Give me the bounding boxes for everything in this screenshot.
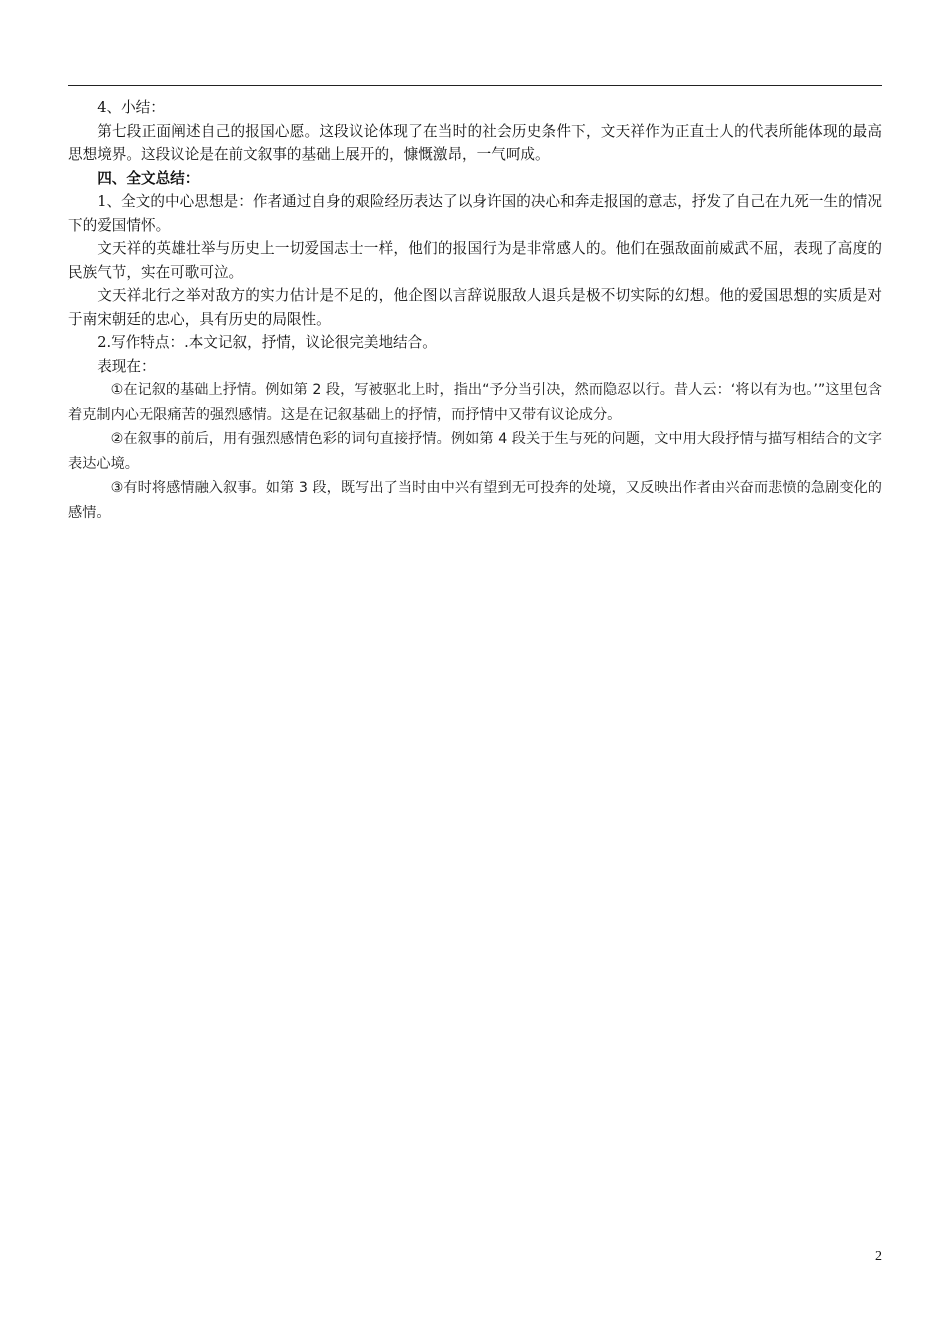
document-body [68,96,882,525]
header-rule [68,85,882,86]
heroism-paragraph: 文天祥的英雄壮举与历史上一切爱国志士一样，他们的报国行为是非常感人的。他们在强敌面前威武不屈，表现了高度的民族气节，实在可歌可泣。 [68,240,882,281]
summary-paragraph: 第七段正面阐述自己的报国心愿。这段议论体现了在当时的社会历史条件下，文天祥作为正直士人的代表所能体现的最高思想境界。这段议论是在前文叙事的基础上展开的，慷慨激昂，一气呵成。 [68,122,882,163]
writing-features-paragraph: 2.写作特点：.本文记叙，抒情，议论很完美地结合。 [97,334,437,351]
feature-item-3: ③有时将感情融入叙事。如第 3 段，既写出了当时由中兴有望到无可投奔的处境，又反映出作者由兴奋而悲愤的急剧变化的感情。 [68,480,882,521]
central-idea-paragraph: 1、全文的中心思想是：作者通过自身的艰险经历表达了以身许国的决心和奔走报国的意志，抒发了自己在九死一生的情况下的爱国情怀。 [68,193,882,234]
section-overall-heading: 四、全文总结： [97,169,200,187]
feature-item-1: ①在记叙的基础上抒情。例如第 2 段，写被驱北上时，指出“予分当引决，然而隐忍以行。昔人云：‘将以有为也。’”这里包含着克制内心无限痛苦的强烈感情。这是在记叙基础上的抒情，而抒情中又带有议论成分。 [68,382,882,423]
feature-item-2: ②在叙事的前后，用有强烈感情色彩的词句直接抒情。例如第 4 段关于生与死的问题，文中用大段抒情与描写相结合的文字表达心境。 [68,431,882,472]
section-summary-heading: 4、小结： [97,99,165,116]
manifestation-label: 表现在： [97,357,156,375]
page-number: 2 [875,1249,882,1264]
limitation-paragraph: 文天祥北行之举对敌方的实力估计是不足的，他企图以言辞说服敌人退兵是极不切实际的幻想。他的爱国思想的实质是对于南宋朝廷的忠心，具有历史的局限性。 [68,287,882,328]
